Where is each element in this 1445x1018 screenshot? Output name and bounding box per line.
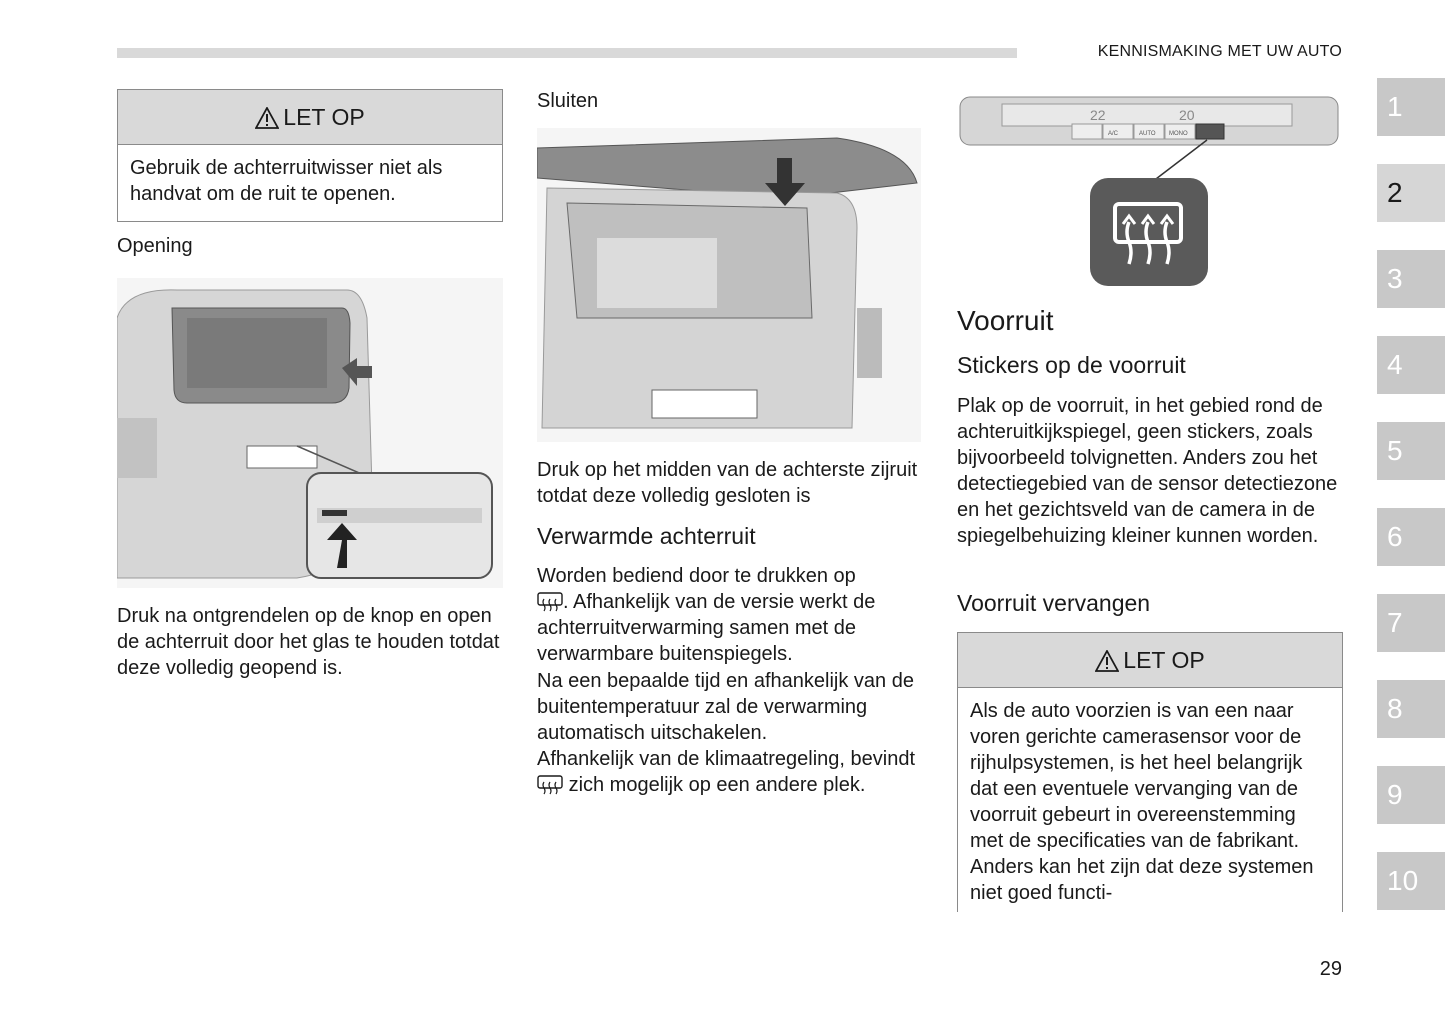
rear-defrost-icon (537, 592, 563, 612)
heading-stickers: Stickers op de voorruit (957, 352, 1186, 378)
warning-triangle-icon (1095, 650, 1119, 672)
paragraph-heated-3a: Afhankelijk van de klimaatregeling, bevindt (537, 748, 915, 770)
chapter-tab-7[interactable]: 7 (1377, 594, 1445, 652)
paragraph-stickers: Plak op de voorruit, in het gebied rond de achteruitkijkspiegel, geen stickers, zoals bijvoorbeeld tolvignetten. Anders zou het detectiegebied van de sensor detectiezone en het gezichtsveld van de camera in de spiegelbehuizing kleiner kunnen worden. (957, 395, 1338, 547)
chapter-tab-10[interactable]: 10 (1377, 852, 1445, 910)
header-title: KENNISMAKING MET UW AUTO (1097, 43, 1342, 60)
panel-button-ac: A/C (1108, 131, 1119, 137)
figure-climate-panel (957, 92, 1342, 288)
panel-temp-right: 20 (1179, 107, 1195, 123)
header-rule (117, 48, 1017, 58)
warning-header (118, 90, 502, 145)
paragraph-heated-1b: . Afhankelijk van de versie werkt de achterruitverwarming samen met de verwarmbare buitenspiegels. (537, 591, 876, 665)
heading-heated-rear-window: Verwarmde achterruit (537, 523, 756, 549)
paragraph-closing: Druk op het midden van de achterste zijruit totdat deze volledig gesloten is (537, 459, 918, 507)
paragraph-heated-2: Na een bepaalde tijd en afhankelijk van de buitentemperatuur zal de verwarming automatisch uitschakelen. (537, 670, 914, 744)
warning-text: Als de auto voorzien is van een naar voren gerichte camerasensor voor de rijhulpsystemen, is het heel belangrijk dat een eventuele vervanging van de voorruit gebeurt in overeenstemming met de specificaties van de fabrikant. Anders kan het zijn dat deze systemen niet goed functi- (970, 700, 1314, 904)
panel-button-mono: MONO (1169, 131, 1188, 137)
chapter-tab-6[interactable]: 6 (1377, 508, 1445, 566)
heading-voorruit: Voorruit (957, 305, 1054, 336)
warning-title: LET OP (1123, 647, 1205, 673)
warning-header (958, 633, 1342, 688)
figure-tailgate-closing (537, 128, 921, 442)
panel-temp-left: 22 (1090, 107, 1106, 123)
heading-sluiten: Sluiten (537, 90, 599, 112)
warning-box-wiper (117, 89, 503, 222)
warning-triangle-icon (255, 107, 279, 129)
chapter-tab-9[interactable]: 9 (1377, 766, 1445, 824)
heading-opening: Opening (117, 235, 193, 257)
paragraph-heated-1 (537, 563, 921, 667)
paragraph-heated-3 (537, 746, 921, 798)
chapter-tab-2[interactable]: 2 (1377, 164, 1445, 222)
heading-replace-windshield: Voorruit vervangen (957, 590, 1151, 616)
warning-box-windshield (957, 632, 1343, 912)
chapter-tab-4[interactable]: 4 (1377, 336, 1445, 394)
rear-defrost-icon (537, 775, 563, 795)
paragraph-heated-1a: Worden bediend door te drukken op (537, 565, 856, 587)
paragraph-opening: Druk na ontgrendelen op de knop en open de achterruit door het glas te houden totdat deze volledig geopend is. (117, 605, 500, 679)
chapter-tab-5[interactable]: 5 (1377, 422, 1445, 480)
chapter-tab-1[interactable]: 1 (1377, 78, 1445, 136)
panel-button-auto: AUTO (1139, 131, 1156, 137)
chapter-tab-3[interactable]: 3 (1377, 250, 1445, 308)
warning-title: LET OP (283, 104, 365, 130)
chapter-tab-8[interactable]: 8 (1377, 680, 1445, 738)
figure-tailgate-opening (117, 278, 503, 588)
paragraph-heated-3b: zich mogelijk op een andere plek. (568, 774, 866, 796)
page-number: 29 (1319, 958, 1342, 980)
warning-text: Gebruik de achterruitwisser niet als handvat om de ruit te openen. (130, 157, 443, 205)
